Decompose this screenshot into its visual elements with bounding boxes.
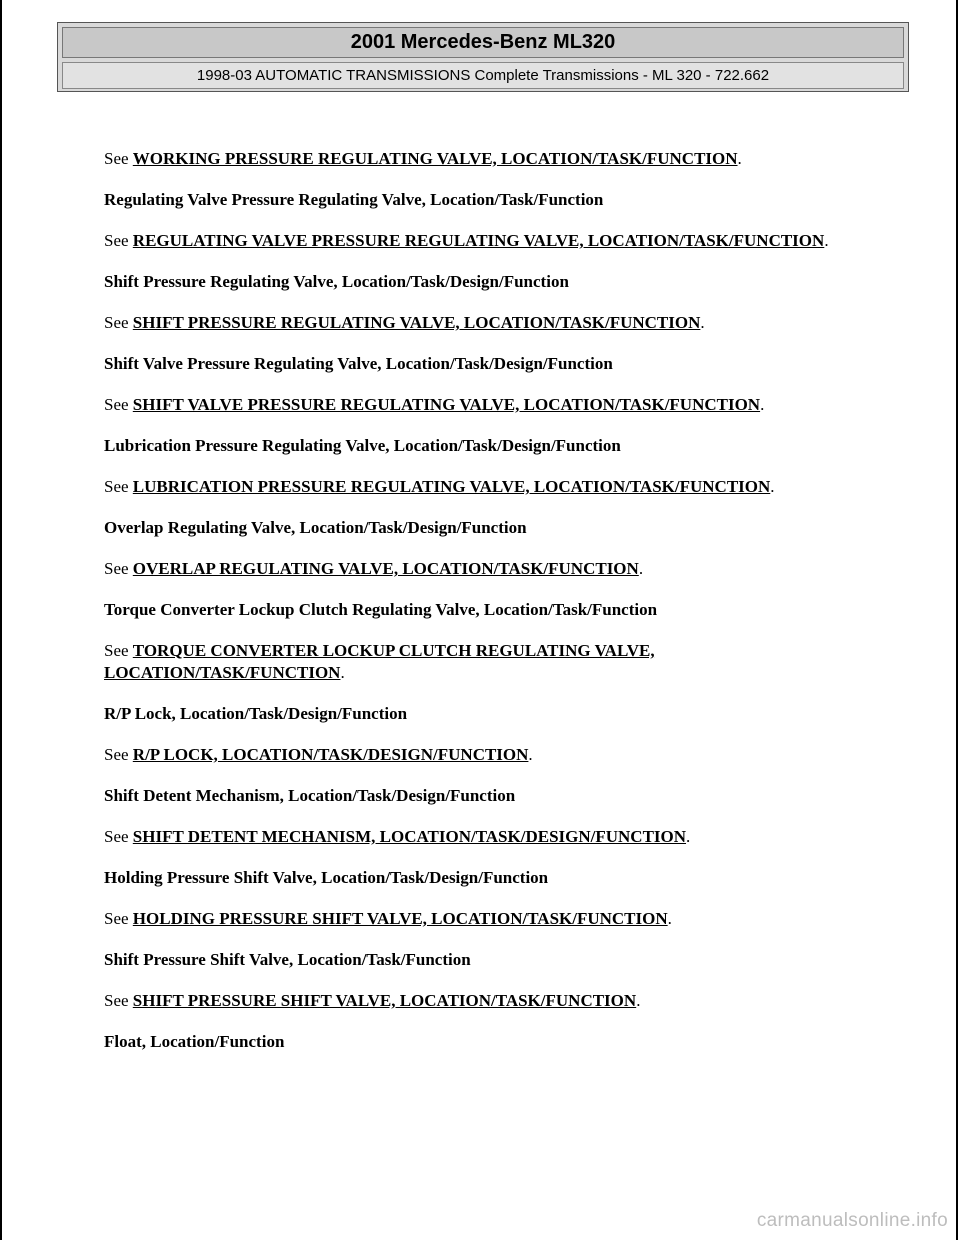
see-prefix: See	[104, 991, 129, 1010]
entry	[104, 949, 894, 1012]
reference-link[interactable]: R/P LOCK, LOCATION/TASK/DESIGN/FUNCTION	[132, 745, 529, 764]
reference-link[interactable]: TORQUE CONVERTER LOCKUP CLUTCH REGULATING VALVE, LOCATION/TASK/FUNCTION	[104, 641, 655, 682]
entry	[104, 785, 894, 848]
entry	[104, 435, 894, 498]
entry-heading: Holding Pressure Shift Valve, Location/Task/Design/Function	[104, 868, 549, 887]
entry-heading: Shift Pressure Shift Valve, Location/Task/Function	[104, 950, 471, 969]
see-prefix: See	[104, 827, 129, 846]
see-prefix: See	[104, 745, 129, 764]
entry-heading: Shift Pressure Regulating Valve, Location/Task/Design/Function	[104, 272, 569, 291]
reference-link[interactable]: SHIFT PRESSURE SHIFT VALVE, LOCATION/TASK/FUNCTION	[132, 991, 637, 1010]
watermark: carmanualsonline.info	[756, 1210, 948, 1231]
entry	[104, 148, 894, 170]
see-prefix: See	[104, 641, 129, 660]
reference-link[interactable]: SHIFT DETENT MECHANISM, LOCATION/TASK/DESIGN/FUNCTION	[132, 827, 687, 846]
entry-heading: Lubrication Pressure Regulating Valve, Location/Task/Design/Function	[104, 436, 621, 455]
entry-heading: Float, Location/Function	[104, 1032, 285, 1051]
see-reference: See OVERLAP REGULATING VALVE, LOCATION/TASK/FUNCTION.	[104, 559, 644, 578]
see-reference: See HOLDING PRESSURE SHIFT VALVE, LOCATION/TASK/FUNCTION.	[104, 909, 672, 928]
see-prefix: See	[104, 477, 129, 496]
reference-link[interactable]: HOLDING PRESSURE SHIFT VALVE, LOCATION/TASK/FUNCTION	[132, 909, 668, 928]
see-prefix: See	[104, 559, 129, 578]
see-reference: See LUBRICATION PRESSURE REGULATING VALVE, LOCATION/TASK/FUNCTION.	[104, 477, 775, 496]
document-content	[104, 148, 894, 1072]
see-reference: See R/P LOCK, LOCATION/TASK/DESIGN/FUNCTION.	[104, 745, 533, 764]
entry	[104, 271, 894, 334]
reference-link[interactable]: OVERLAP REGULATING VALVE, LOCATION/TASK/FUNCTION	[132, 559, 639, 578]
entry	[104, 189, 894, 252]
reference-link[interactable]: SHIFT VALVE PRESSURE REGULATING VALVE, LOCATION/TASK/FUNCTION	[132, 395, 761, 414]
entry	[104, 1031, 894, 1053]
entry	[104, 353, 894, 416]
page-header	[57, 22, 909, 92]
entry-heading: Torque Converter Lockup Clutch Regulating Valve, Location/Task/Function	[104, 600, 658, 619]
entry	[104, 517, 894, 580]
see-reference: See TORQUE CONVERTER LOCKUP CLUTCH REGULATING VALVE, LOCATION/TASK/FUNCTION.	[104, 641, 655, 682]
entry-heading: Shift Valve Pressure Regulating Valve, Location/Task/Design/Function	[104, 354, 613, 373]
see-reference: See SHIFT PRESSURE REGULATING VALVE, LOCATION/TASK/FUNCTION.	[104, 313, 705, 332]
entry-heading: Shift Detent Mechanism, Location/Task/Design/Function	[104, 786, 516, 805]
see-reference: See WORKING PRESSURE REGULATING VALVE, LOCATION/TASK/FUNCTION.	[104, 149, 742, 168]
reference-link[interactable]: WORKING PRESSURE REGULATING VALVE, LOCATION/TASK/FUNCTION	[132, 149, 738, 168]
entry	[104, 599, 894, 684]
see-prefix: See	[104, 395, 129, 414]
entry	[104, 867, 894, 930]
reference-link[interactable]: REGULATING VALVE PRESSURE REGULATING VALVE, LOCATION/TASK/FUNCTION	[132, 231, 825, 250]
entry-heading: Regulating Valve Pressure Regulating Valve, Location/Task/Function	[104, 190, 604, 209]
reference-link[interactable]: LUBRICATION PRESSURE REGULATING VALVE, LOCATION/TASK/FUNCTION	[132, 477, 771, 496]
entry-heading: R/P Lock, Location/Task/Design/Function	[104, 704, 408, 723]
entry-heading: Overlap Regulating Valve, Location/Task/Design/Function	[104, 518, 527, 537]
see-prefix: See	[104, 909, 129, 928]
header-subtitle: 1998-03 AUTOMATIC TRANSMISSIONS Complete Transmissions - ML 320 - 722.662	[62, 62, 904, 89]
see-reference: See SHIFT DETENT MECHANISM, LOCATION/TASK/DESIGN/FUNCTION.	[104, 827, 691, 846]
see-reference: See REGULATING VALVE PRESSURE REGULATING VALVE, LOCATION/TASK/FUNCTION.	[104, 231, 829, 250]
see-prefix: See	[104, 231, 129, 250]
see-prefix: See	[104, 313, 129, 332]
header-title: 2001 Mercedes-Benz ML320	[62, 27, 904, 58]
entry	[104, 703, 894, 766]
see-reference: See SHIFT PRESSURE SHIFT VALVE, LOCATION/TASK/FUNCTION.	[104, 991, 641, 1010]
see-prefix: See	[104, 149, 129, 168]
reference-link[interactable]: SHIFT PRESSURE REGULATING VALVE, LOCATION/TASK/FUNCTION	[132, 313, 701, 332]
see-reference: See SHIFT VALVE PRESSURE REGULATING VALVE, LOCATION/TASK/FUNCTION.	[104, 395, 765, 414]
